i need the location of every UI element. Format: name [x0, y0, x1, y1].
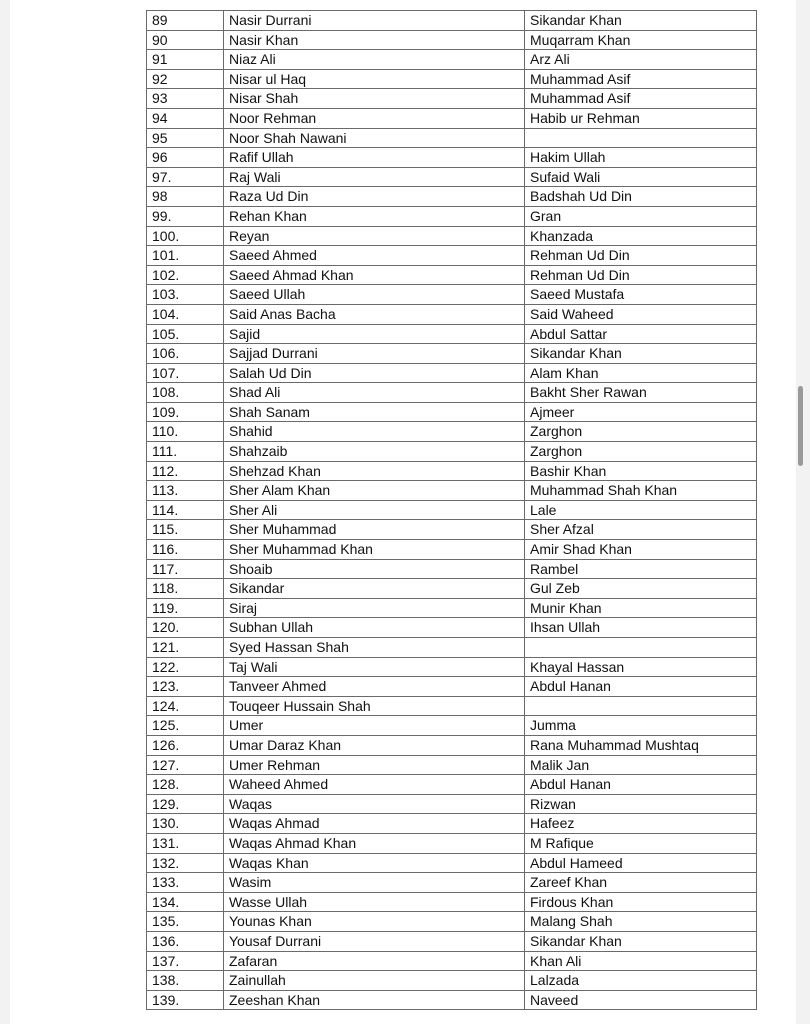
father-name-cell: Gran: [525, 206, 757, 226]
table-row: [147, 383, 757, 403]
table-row: [147, 853, 757, 873]
table-row: [147, 559, 757, 579]
name-cell: Zafaran: [224, 951, 525, 971]
serial-number-cell: 122.: [147, 657, 224, 677]
table-row: [147, 833, 757, 853]
serial-number-cell: 129.: [147, 794, 224, 814]
table-row: [147, 108, 757, 128]
name-cell: Sher Muhammad Khan: [224, 540, 525, 560]
table-row: [147, 520, 757, 540]
father-name-cell: Zareef Khan: [525, 873, 757, 893]
father-name-cell: Amir Shad Khan: [525, 540, 757, 560]
table-row: [147, 912, 757, 932]
name-cell: Sher Muhammad: [224, 520, 525, 540]
father-name-cell: Habib ur Rehman: [525, 108, 757, 128]
serial-number-cell: 99.: [147, 206, 224, 226]
father-name-cell: Malang Shah: [525, 912, 757, 932]
father-name-cell: Lale: [525, 500, 757, 520]
serial-number-cell: 119.: [147, 598, 224, 618]
name-cell: Waqas Khan: [224, 853, 525, 873]
serial-number-cell: 128.: [147, 775, 224, 795]
father-name-cell: Rambel: [525, 559, 757, 579]
father-name-cell: Bashir Khan: [525, 461, 757, 481]
serial-number-cell: 139.: [147, 990, 224, 1010]
table-row: [147, 442, 757, 462]
name-cell: Shehzad Khan: [224, 461, 525, 481]
name-cell: Waqas Ahmad: [224, 814, 525, 834]
father-name-cell: Ihsan Ullah: [525, 618, 757, 638]
name-cell: Wasim: [224, 873, 525, 893]
name-cell: Waheed Ahmed: [224, 775, 525, 795]
name-cell: Touqeer Hussain Shah: [224, 696, 525, 716]
name-cell: Sajjad Durrani: [224, 344, 525, 364]
father-name-cell: [525, 638, 757, 658]
serial-number-cell: 103.: [147, 285, 224, 305]
table-row: [147, 363, 757, 383]
father-name-cell: Rehman Ud Din: [525, 265, 757, 285]
serial-number-cell: 136.: [147, 931, 224, 951]
name-cell: Waqas Ahmad Khan: [224, 833, 525, 853]
table-row: [147, 30, 757, 50]
name-cell: Reyan: [224, 226, 525, 246]
vertical-scrollbar[interactable]: [798, 386, 803, 466]
name-cell: Noor Shah Nawani: [224, 128, 525, 148]
serial-number-cell: 114.: [147, 500, 224, 520]
name-cell: Noor Rehman: [224, 108, 525, 128]
name-cell: Nasir Khan: [224, 30, 525, 50]
serial-number-cell: 126.: [147, 735, 224, 755]
father-name-cell: Zarghon: [525, 442, 757, 462]
table-row: [147, 344, 757, 364]
father-name-cell: Rana Muhammad Mushtaq: [525, 735, 757, 755]
father-name-cell: Alam Khan: [525, 363, 757, 383]
serial-number-cell: 89: [147, 11, 224, 31]
father-name-cell: Sher Afzal: [525, 520, 757, 540]
name-cell: Saeed Ahmed: [224, 246, 525, 266]
serial-number-cell: 107.: [147, 363, 224, 383]
serial-number-cell: 93: [147, 89, 224, 109]
serial-number-cell: 101.: [147, 246, 224, 266]
serial-number-cell: 116.: [147, 540, 224, 560]
serial-number-cell: 115.: [147, 520, 224, 540]
name-cell: Taj Wali: [224, 657, 525, 677]
name-cell: Umar Daraz Khan: [224, 735, 525, 755]
serial-number-cell: 131.: [147, 833, 224, 853]
father-name-cell: [525, 128, 757, 148]
serial-number-cell: 94: [147, 108, 224, 128]
father-name-cell: Rehman Ud Din: [525, 246, 757, 266]
name-cell: Shah Sanam: [224, 402, 525, 422]
name-cell: Said Anas Bacha: [224, 304, 525, 324]
name-cell: Sher Alam Khan: [224, 481, 525, 501]
name-cell: Raj Wali: [224, 167, 525, 187]
name-cell: Zainullah: [224, 971, 525, 991]
father-name-cell: Abdul Hanan: [525, 775, 757, 795]
serial-number-cell: 133.: [147, 873, 224, 893]
serial-number-cell: 96: [147, 148, 224, 168]
name-cell: Nasir Durrani: [224, 11, 525, 31]
table-row: [147, 461, 757, 481]
name-cell: Tanveer Ahmed: [224, 677, 525, 697]
table-row: [147, 402, 757, 422]
table-row: [147, 206, 757, 226]
table-row: [147, 265, 757, 285]
father-name-cell: Abdul Hanan: [525, 677, 757, 697]
father-name-cell: Badshah Ud Din: [525, 187, 757, 207]
table-row: [147, 11, 757, 31]
table-row: [147, 598, 757, 618]
table-row: [147, 618, 757, 638]
serial-number-cell: 98: [147, 187, 224, 207]
serial-number-cell: 118.: [147, 579, 224, 599]
serial-number-cell: 95: [147, 128, 224, 148]
table-row: [147, 422, 757, 442]
table-row: [147, 794, 757, 814]
name-cell: Younas Khan: [224, 912, 525, 932]
table-row: [147, 324, 757, 344]
table-row: [147, 990, 757, 1010]
table-row: [147, 755, 757, 775]
table-row: [147, 579, 757, 599]
serial-number-cell: 135.: [147, 912, 224, 932]
serial-number-cell: 121.: [147, 638, 224, 658]
table-row: [147, 971, 757, 991]
name-cell: Shoaib: [224, 559, 525, 579]
father-name-cell: Rizwan: [525, 794, 757, 814]
name-cell: Zeeshan Khan: [224, 990, 525, 1010]
serial-number-cell: 117.: [147, 559, 224, 579]
name-cell: Saeed Ahmad Khan: [224, 265, 525, 285]
father-name-cell: Muqarram Khan: [525, 30, 757, 50]
serial-number-cell: 111.: [147, 442, 224, 462]
father-name-cell: Firdous Khan: [525, 892, 757, 912]
father-name-cell: Gul Zeb: [525, 579, 757, 599]
name-cell: Nisar ul Haq: [224, 69, 525, 89]
father-name-cell: Sikandar Khan: [525, 11, 757, 31]
father-name-cell: Malik Jan: [525, 755, 757, 775]
father-name-cell: Sikandar Khan: [525, 344, 757, 364]
name-cell: Umer Rehman: [224, 755, 525, 775]
table-row: [147, 148, 757, 168]
name-cell: Niaz Ali: [224, 50, 525, 70]
father-name-cell: Arz Ali: [525, 50, 757, 70]
table-row: [147, 285, 757, 305]
name-cell: Yousaf Durrani: [224, 931, 525, 951]
serial-number-cell: 109.: [147, 402, 224, 422]
name-cell: Waqas: [224, 794, 525, 814]
name-cell: Sher Ali: [224, 500, 525, 520]
serial-number-cell: 137.: [147, 951, 224, 971]
name-cell: Umer: [224, 716, 525, 736]
serial-number-cell: 125.: [147, 716, 224, 736]
table-row: [147, 716, 757, 736]
father-name-cell: Lalzada: [525, 971, 757, 991]
serial-number-cell: 134.: [147, 892, 224, 912]
serial-number-cell: 91: [147, 50, 224, 70]
name-cell: Shahid: [224, 422, 525, 442]
name-cell: Syed Hassan Shah: [224, 638, 525, 658]
table-row: [147, 735, 757, 755]
table-row: [147, 500, 757, 520]
father-name-cell: Sufaid Wali: [525, 167, 757, 187]
name-cell: Shahzaib: [224, 442, 525, 462]
father-name-cell: Jumma: [525, 716, 757, 736]
serial-number-cell: 130.: [147, 814, 224, 834]
father-name-cell: Hafeez: [525, 814, 757, 834]
roster-body: [147, 11, 757, 1010]
table-row: [147, 677, 757, 697]
serial-number-cell: 124.: [147, 696, 224, 716]
father-name-cell: Naveed: [525, 990, 757, 1010]
name-cell: Rehan Khan: [224, 206, 525, 226]
name-cell: Saeed Ullah: [224, 285, 525, 305]
serial-number-cell: 92: [147, 69, 224, 89]
table-row: [147, 951, 757, 971]
name-cell: Siraj: [224, 598, 525, 618]
table-row: [147, 89, 757, 109]
father-name-cell: Khayal Hassan: [525, 657, 757, 677]
table-row: [147, 69, 757, 89]
serial-number-cell: 102.: [147, 265, 224, 285]
table-row: [147, 696, 757, 716]
father-name-cell: Muhammad Asif: [525, 89, 757, 109]
table-row: [147, 892, 757, 912]
table-row: [147, 775, 757, 795]
table-row: [147, 226, 757, 246]
father-name-cell: Ajmeer: [525, 402, 757, 422]
serial-number-cell: 113.: [147, 481, 224, 501]
father-name-cell: Muhammad Shah Khan: [525, 481, 757, 501]
table-row: [147, 873, 757, 893]
serial-number-cell: 110.: [147, 422, 224, 442]
serial-number-cell: 120.: [147, 618, 224, 638]
father-name-cell: [525, 696, 757, 716]
father-name-cell: Munir Khan: [525, 598, 757, 618]
name-cell: Raza Ud Din: [224, 187, 525, 207]
serial-number-cell: 106.: [147, 344, 224, 364]
table-row: [147, 50, 757, 70]
father-name-cell: Bakht Sher Rawan: [525, 383, 757, 403]
serial-number-cell: 97.: [147, 167, 224, 187]
name-cell: Sajid: [224, 324, 525, 344]
serial-number-cell: 108.: [147, 383, 224, 403]
serial-number-cell: 123.: [147, 677, 224, 697]
table-row: [147, 304, 757, 324]
father-name-cell: Khan Ali: [525, 951, 757, 971]
father-name-cell: Sikandar Khan: [525, 931, 757, 951]
table-row: [147, 931, 757, 951]
father-name-cell: Said Waheed: [525, 304, 757, 324]
father-name-cell: Abdul Hameed: [525, 853, 757, 873]
serial-number-cell: 132.: [147, 853, 224, 873]
table-row: [147, 128, 757, 148]
table-row: [147, 540, 757, 560]
name-cell: Salah Ud Din: [224, 363, 525, 383]
name-cell: Nisar Shah: [224, 89, 525, 109]
serial-number-cell: 100.: [147, 226, 224, 246]
table-row: [147, 246, 757, 266]
table-row: [147, 167, 757, 187]
table-row: [147, 814, 757, 834]
name-cell: Wasse Ullah: [224, 892, 525, 912]
father-name-cell: Muhammad Asif: [525, 69, 757, 89]
serial-number-cell: 90: [147, 30, 224, 50]
father-name-cell: M Rafique: [525, 833, 757, 853]
name-cell: Subhan Ullah: [224, 618, 525, 638]
father-name-cell: Hakim Ullah: [525, 148, 757, 168]
father-name-cell: Zarghon: [525, 422, 757, 442]
table-row: [147, 657, 757, 677]
name-cell: Rafif Ullah: [224, 148, 525, 168]
father-name-cell: Saeed Mustafa: [525, 285, 757, 305]
father-name-cell: Khanzada: [525, 226, 757, 246]
serial-number-cell: 112.: [147, 461, 224, 481]
name-cell: Shad Ali: [224, 383, 525, 403]
serial-number-cell: 127.: [147, 755, 224, 775]
serial-number-cell: 105.: [147, 324, 224, 344]
name-cell: Sikandar: [224, 579, 525, 599]
serial-number-cell: 104.: [147, 304, 224, 324]
serial-number-cell: 138.: [147, 971, 224, 991]
table-row: [147, 638, 757, 658]
table-row: [147, 187, 757, 207]
roster-table: [146, 10, 757, 1010]
father-name-cell: Abdul Sattar: [525, 324, 757, 344]
table-row: [147, 481, 757, 501]
